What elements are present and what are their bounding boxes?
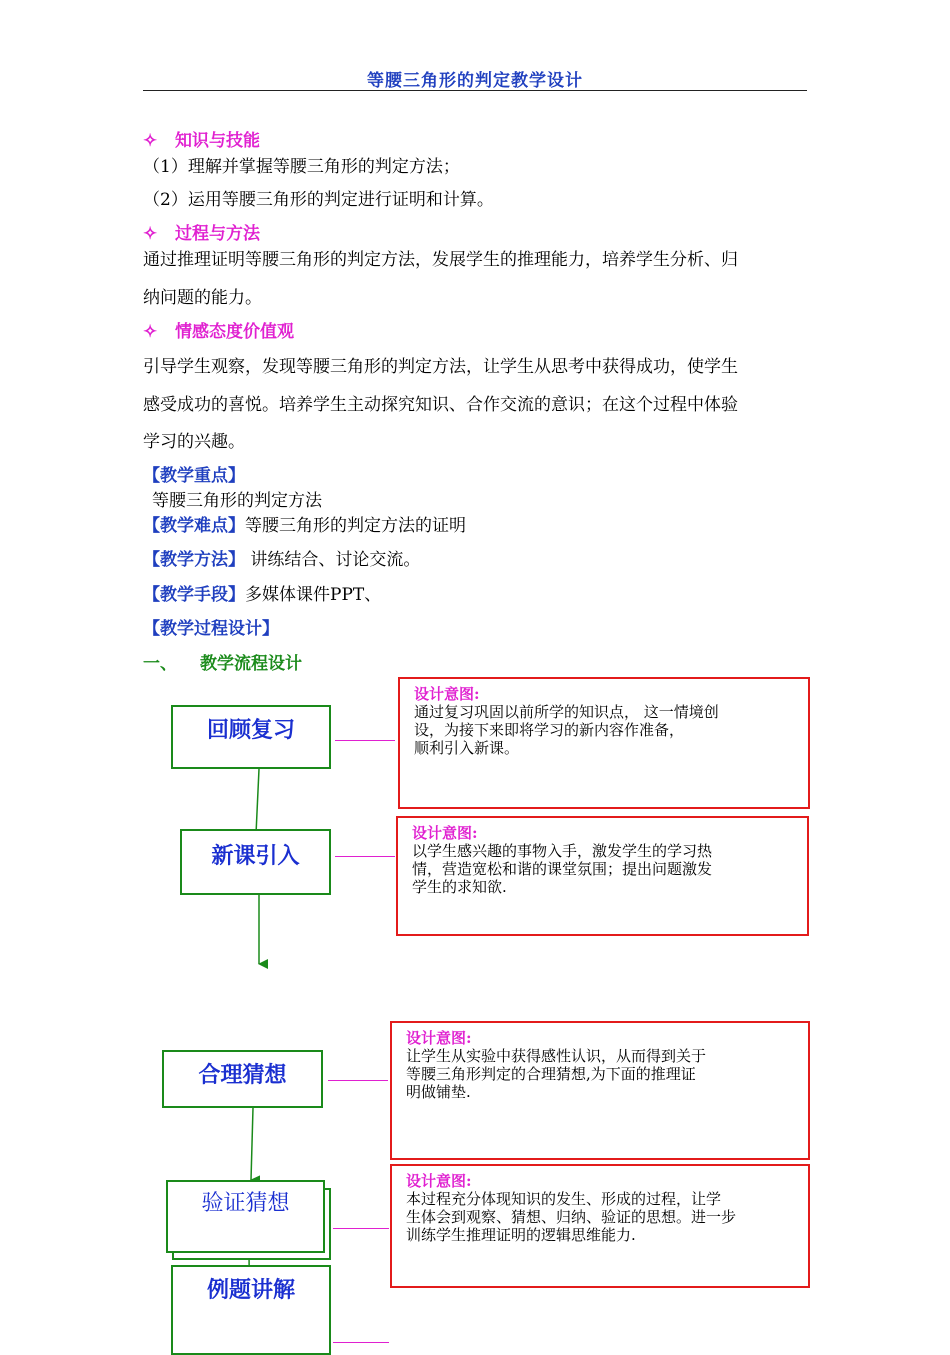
design-note-line: 通过复习巩固以前所学的知识点， 这一情境创 bbox=[414, 703, 719, 721]
design-note-line: 训练学生推理证明的逻辑思维能力. bbox=[406, 1226, 636, 1244]
emotion-line-3: 学习的兴趣。 bbox=[143, 432, 245, 452]
design-note-line: 让学生从实验中获得感性认识，从而得到关于 bbox=[406, 1047, 707, 1065]
diamond-bullet-icon: ✧ bbox=[143, 322, 158, 342]
method-label: 【教学方法】 bbox=[143, 550, 245, 570]
knowledge-item-2: （2）运用等腰三角形的判定进行证明和计算。 bbox=[143, 190, 494, 210]
key-point-label: 【教学重点】 bbox=[143, 466, 245, 486]
design-note-line: 本过程充分体现知识的发生、形成的过程，让学 bbox=[406, 1190, 722, 1208]
emotion-line-1: 引导学生观察，发现等腰三角形的判定方法，让学生从思考中获得成功，使学生 bbox=[143, 357, 738, 377]
flow-section-title: 教学流程设计 bbox=[200, 654, 302, 674]
design-note-title: 设计意图: bbox=[412, 824, 478, 842]
knowledge-item-1: （1）理解并掌握等腰三角形的判定方法； bbox=[143, 157, 460, 177]
connector-4 bbox=[333, 1228, 389, 1229]
means-text: 多媒体课件PPT、 bbox=[245, 585, 382, 605]
difficulty-text: 等腰三角形的判定方法的证明 bbox=[245, 516, 466, 536]
connector-1 bbox=[335, 740, 395, 741]
flow-section-number: 一、 bbox=[143, 654, 177, 674]
section-process-heading: 过程与方法 bbox=[175, 224, 260, 244]
connector-2 bbox=[335, 856, 395, 857]
flow-step-conjecture: 合理猜想 bbox=[162, 1050, 323, 1108]
process-line-1: 通过推理证明等腰三角形的判定方法，发展学生的推理能力，培养学生分析、归 bbox=[143, 250, 738, 270]
means-label: 【教学手段】 bbox=[143, 585, 245, 605]
design-note-line: 以学生感兴趣的事物入手，激发学生的学习热 bbox=[412, 842, 713, 860]
connector-3 bbox=[328, 1080, 388, 1081]
diamond-bullet-icon: ✧ bbox=[143, 224, 158, 244]
design-note-1 bbox=[398, 677, 810, 809]
design-note-4 bbox=[390, 1164, 810, 1288]
key-point-text: 等腰三角形的判定方法 bbox=[152, 491, 322, 511]
emotion-line-2: 感受成功的喜悦。培养学生主动探究知识、合作交流的意识；在这个过程中体验 bbox=[143, 395, 738, 415]
design-note-line: 生体会到观察、猜想、归纳、验证的思想。进一步 bbox=[406, 1208, 737, 1226]
design-note-title: 设计意图: bbox=[414, 685, 480, 703]
flow-arrow-3 bbox=[251, 1108, 253, 1180]
design-note-3 bbox=[390, 1021, 810, 1160]
process-design-label: 【教学过程设计】 bbox=[143, 619, 279, 639]
difficulty-label: 【教学难点】 bbox=[143, 516, 245, 536]
flow-arrow-1 bbox=[256, 769, 259, 834]
method-text: 讲练结合、讨论交流。 bbox=[245, 550, 421, 570]
design-note-line: 等腰三角形判定的合理猜想,为下面的推理证 bbox=[406, 1065, 696, 1083]
section-emotion-heading: 情感态度价值观 bbox=[175, 322, 294, 342]
flow-step-review: 回顾复习 bbox=[171, 705, 331, 769]
flow-step-new-lesson: 新课引入 bbox=[180, 829, 331, 895]
design-note-line: 设，为接下来即将学习的新内容作准备， bbox=[414, 721, 685, 739]
design-note-title: 设计意图: bbox=[406, 1172, 472, 1190]
connector-5 bbox=[333, 1342, 389, 1343]
design-note-title: 设计意图: bbox=[406, 1029, 472, 1047]
design-note-line: 顺利引入新课。 bbox=[414, 739, 520, 757]
diamond-bullet-icon: ✧ bbox=[143, 131, 158, 151]
design-note-line: 学生的求知欲. bbox=[412, 878, 507, 896]
page-title: 等腰三角形的判定教学设计 bbox=[367, 71, 583, 91]
design-note-line: 情，营造宽松和谐的课堂氛围；提出问题激发 bbox=[412, 860, 713, 878]
section-knowledge-heading: 知识与技能 bbox=[175, 131, 260, 151]
flow-step-verify: 验证猜想 bbox=[166, 1180, 325, 1253]
flow-step-example: 例题讲解 bbox=[171, 1265, 331, 1355]
design-note-line: 明做铺垫. bbox=[406, 1083, 471, 1101]
design-note-2 bbox=[396, 816, 809, 936]
process-line-2: 纳问题的能力。 bbox=[143, 288, 262, 308]
